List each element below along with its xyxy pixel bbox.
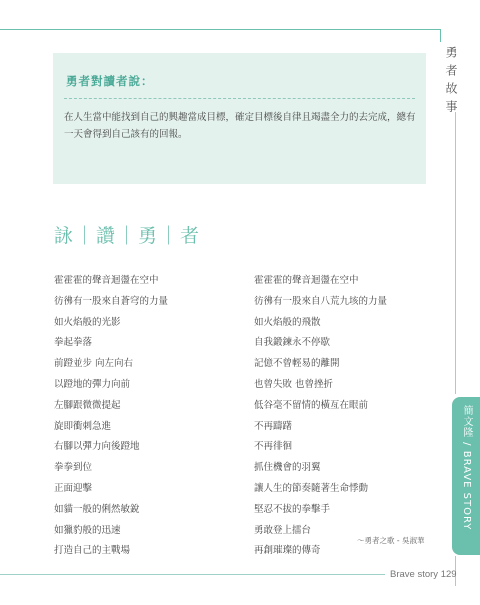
- poem-line: 讓人生的節奏隨著生命悸動: [254, 482, 369, 494]
- poem-line: 堅忍不拔的拳擊手: [254, 503, 331, 515]
- poem-line: 勇敢登上擂台: [254, 524, 312, 536]
- quote-divider: [64, 98, 415, 99]
- page-number: 129: [440, 569, 457, 580]
- quote-title: 勇者對讀者說：: [66, 74, 154, 88]
- poem-line: 右腳以彈力向後蹬地: [54, 441, 140, 453]
- poem-title: 詠｜讚｜勇｜者: [54, 225, 202, 247]
- quote-text: 在人生當中能找到自己的興趣當成目標，確定目標後自律且竭盡全力的去完成，總有一天會得到自己該有的回報。: [64, 112, 416, 140]
- poem-line: 如獵豹般的迅速: [54, 524, 121, 536]
- poem-line: 不再徘徊: [254, 441, 293, 453]
- chapter-tab[interactable]: [452, 397, 480, 555]
- poem-line: 如火焰般的光影: [54, 316, 121, 328]
- poem-column-right: [254, 274, 387, 565]
- poem-line: 正面迎擊: [54, 482, 93, 494]
- poem-column-left: [54, 274, 168, 565]
- poem-line: 霍霍霍的聲音迴盪在空中: [254, 275, 359, 286]
- chapter-title: 勇者故事: [444, 46, 458, 118]
- poem-line: 霍霍霍的聲音迴盪在空中: [54, 275, 159, 286]
- poem-line: 也曾失敗 也曾挫折: [254, 378, 334, 390]
- poem-line: 前蹬並步 向左向右: [54, 358, 134, 370]
- footer-label: Brave story: [390, 569, 439, 580]
- poem-line: 如火焰般的飛散: [254, 316, 321, 328]
- quote-box: [53, 53, 426, 184]
- poem-line: 自我鍛鍊永不停歇: [254, 337, 331, 349]
- poem-line: 不再躊躇: [254, 420, 293, 432]
- poem-line: 記億不曾輕易的離開: [254, 358, 340, 370]
- poem-line: 打造自己的主戰場: [54, 545, 131, 557]
- poem-line: 彷彿有一股來自蒼穹的力量: [54, 295, 169, 307]
- side-rule: [455, 112, 456, 394]
- poem-attribution: ～勇者之歌 - 吳淑華: [357, 536, 425, 545]
- poem-line: 以蹬地的彈力向前: [54, 378, 131, 390]
- poem-line: 拳起拳落: [54, 337, 93, 349]
- poem-line: 抓住機會的羽翼: [254, 462, 321, 474]
- poem-line: 如貓一般的俐然敏銳: [54, 503, 140, 515]
- poem-line: 拳拳到位: [54, 462, 93, 474]
- poem-line: 彷彿有一股來自八荒九垓的力量: [254, 295, 388, 307]
- chapter-tab-label: 簡文隆 / BRAVE STORY: [461, 405, 472, 531]
- top-rule: [0, 29, 440, 30]
- poem-line: 低谷毫不留情的橫亙在眼前: [254, 399, 369, 411]
- page-footer: [390, 569, 457, 580]
- poem-line: 再創璀璨的傳奇: [254, 545, 321, 557]
- poem-line: 左腳跟微微提起: [54, 399, 121, 411]
- poem-line: 旋即衝刺急進: [54, 420, 112, 432]
- bottom-rule: [0, 574, 385, 575]
- side-rule: [440, 29, 441, 42]
